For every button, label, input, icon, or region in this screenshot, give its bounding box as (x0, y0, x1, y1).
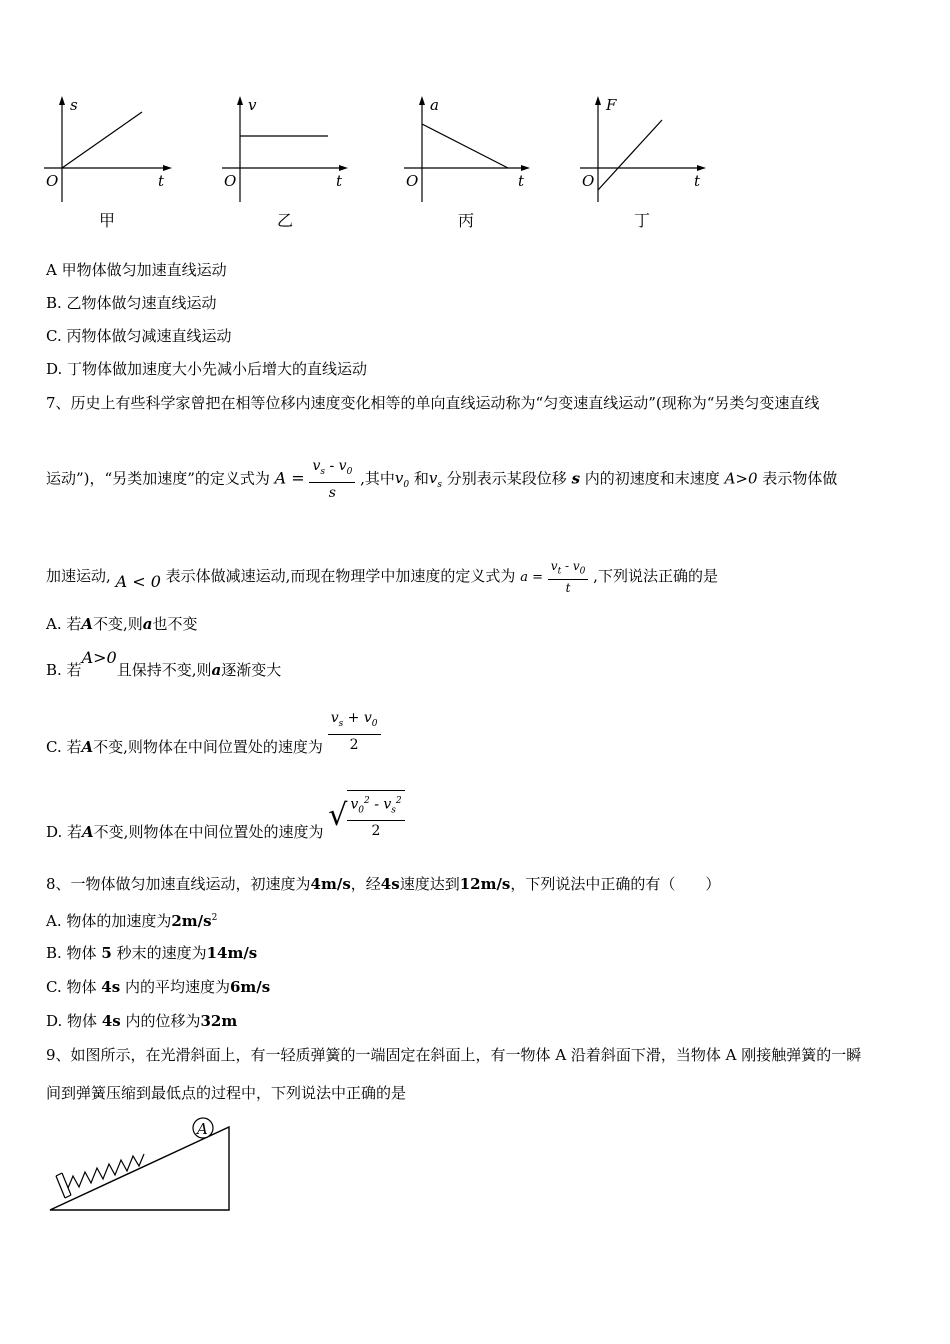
q7-option-d: D. 若A不变,则物体在中间位置处的速度为 √ $\frac{v_0^2 - v_s^2}{2}$ (46, 790, 405, 841)
q6-option-c: C. 丙物体做匀减速直线运动 (46, 327, 232, 345)
q7-option-c: C. 若A不变,则物体在中间位置处的速度为 $\frac{v_s + v_0}{2}$ (46, 708, 381, 755)
graph-bing (400, 90, 540, 214)
q9-stem-line2: 间到弹簧压缩到最低点的过程中，下列说法中正确的是 (46, 1084, 407, 1102)
formula-a-lhs: a = (520, 570, 543, 586)
sqrt-sign: √ (328, 797, 348, 833)
graph-yi-xlabel: t (336, 172, 343, 190)
graph-jia (40, 90, 180, 214)
formula-A-lhs: A = (274, 468, 305, 488)
block-a-label: A (197, 1120, 208, 1138)
formula-A-fraction: $\frac{v_s - v_0}{s}$ (309, 456, 355, 503)
q8-option-b: B. 物体 5 秒末的速度为14m/s (46, 944, 258, 962)
incline-spring-figure (40, 1110, 240, 1220)
graph-ding-ylabel: F (606, 96, 617, 114)
q7-text: ,其中 (360, 469, 395, 488)
graph-ding-caption: 丁 (634, 211, 651, 230)
incline-spring-svg (40, 1110, 240, 1216)
graph-jia-xlabel: t (158, 172, 165, 190)
q8-option-a: A. 物体的加速度为$2m/s^2$ (46, 912, 218, 930)
q8-option-d: D. 物体 4s 内的位移为32m (46, 1012, 238, 1030)
graph-jia-svg (40, 90, 180, 210)
opt-d-fraction: $\frac{v_0^2 - v_s^2}{2}$ (347, 790, 404, 841)
graph-jia-caption: 甲 (99, 211, 116, 230)
var-vs: $v_s$ (428, 469, 442, 491)
q7-text: 表示体做减速运动,而现在物理学中加速度的定义式为 (165, 567, 516, 586)
graph-yi-svg (218, 90, 358, 210)
q7-stem-line2 (46, 456, 837, 503)
q7-text: 和 (413, 469, 429, 488)
q7-option-b: B. 若A>0且保持不变,则a逐渐变大 (46, 648, 282, 679)
graph-yi-ylabel: v (248, 96, 257, 114)
q7-text: 运动”)，“另类加速度”的定义式为 (46, 469, 270, 488)
graph-bing-svg (400, 90, 540, 210)
q6-option-a: A 甲物体做匀加速直线运动 (46, 261, 227, 279)
var-v0: $v_0$ (394, 469, 410, 491)
q7-stem-line1: 7、历史上有些科学家曾把在相等位移内速度变化相等的单向直线运动称为“匀变速直线运动”(现称为“另类匀变速直线 (46, 394, 820, 412)
graph-ding-svg (576, 90, 716, 210)
q7-text: 分别表示某段位移 (446, 469, 567, 488)
q7-text: 内的初速度和末速度 (584, 469, 720, 488)
cond-A-gt-0: A>0 (724, 469, 758, 488)
q9-stem-line1: 9、如图所示，在光滑斜面上，有一轻质弹簧的一端固定在斜面上，有一物体 A 沿着斜面下滑，当物体 A 刚接触弹簧的一瞬 (46, 1046, 862, 1064)
graph-bing-origin: O (406, 172, 419, 190)
graph-jia-origin: O (46, 172, 59, 190)
var-s: s (571, 469, 581, 488)
graph-ding-origin: O (582, 172, 595, 190)
graph-ding-xlabel: t (694, 172, 701, 190)
graph-bing-xlabel: t (518, 172, 525, 190)
q6-option-b: B. 乙物体做匀速直线运动 (46, 294, 217, 312)
q7-option-a: A. 若A不变,则a也不变 (46, 615, 198, 633)
graph-yi-origin: O (224, 172, 237, 190)
graph-ding (576, 90, 716, 214)
graph-jia-ylabel: s (70, 96, 78, 114)
q7-stem-line3 (46, 558, 718, 596)
graph-yi (218, 90, 358, 214)
q7-text: ,下列说法正确的是 (593, 567, 718, 586)
graph-yi-caption: 乙 (277, 211, 294, 230)
formula-a-fraction: $\frac{v_t - v_0}{t}$ (548, 558, 589, 596)
graph-bing-caption: 丙 (458, 211, 475, 230)
q7-text: 加速运动, (46, 567, 111, 586)
cond-A-lt-0: A < 0 (115, 572, 161, 592)
opt-c-fraction: $\frac{v_s + v_0}{2}$ (328, 708, 381, 755)
graph-bing-ylabel: a (430, 96, 439, 114)
q7-text: 表示物体做 (762, 469, 838, 488)
q8-stem: 8、一物体做匀加速直线运动，初速度为4m/s，经4s速度达到12m/s，下列说法中正确的有（ ） (46, 875, 721, 893)
q8-option-c: C. 物体 4s 内的平均速度为6m/s (46, 978, 271, 996)
q6-option-d: D. 丁物体做加速度大小先减小后增大的直线运动 (46, 360, 368, 378)
